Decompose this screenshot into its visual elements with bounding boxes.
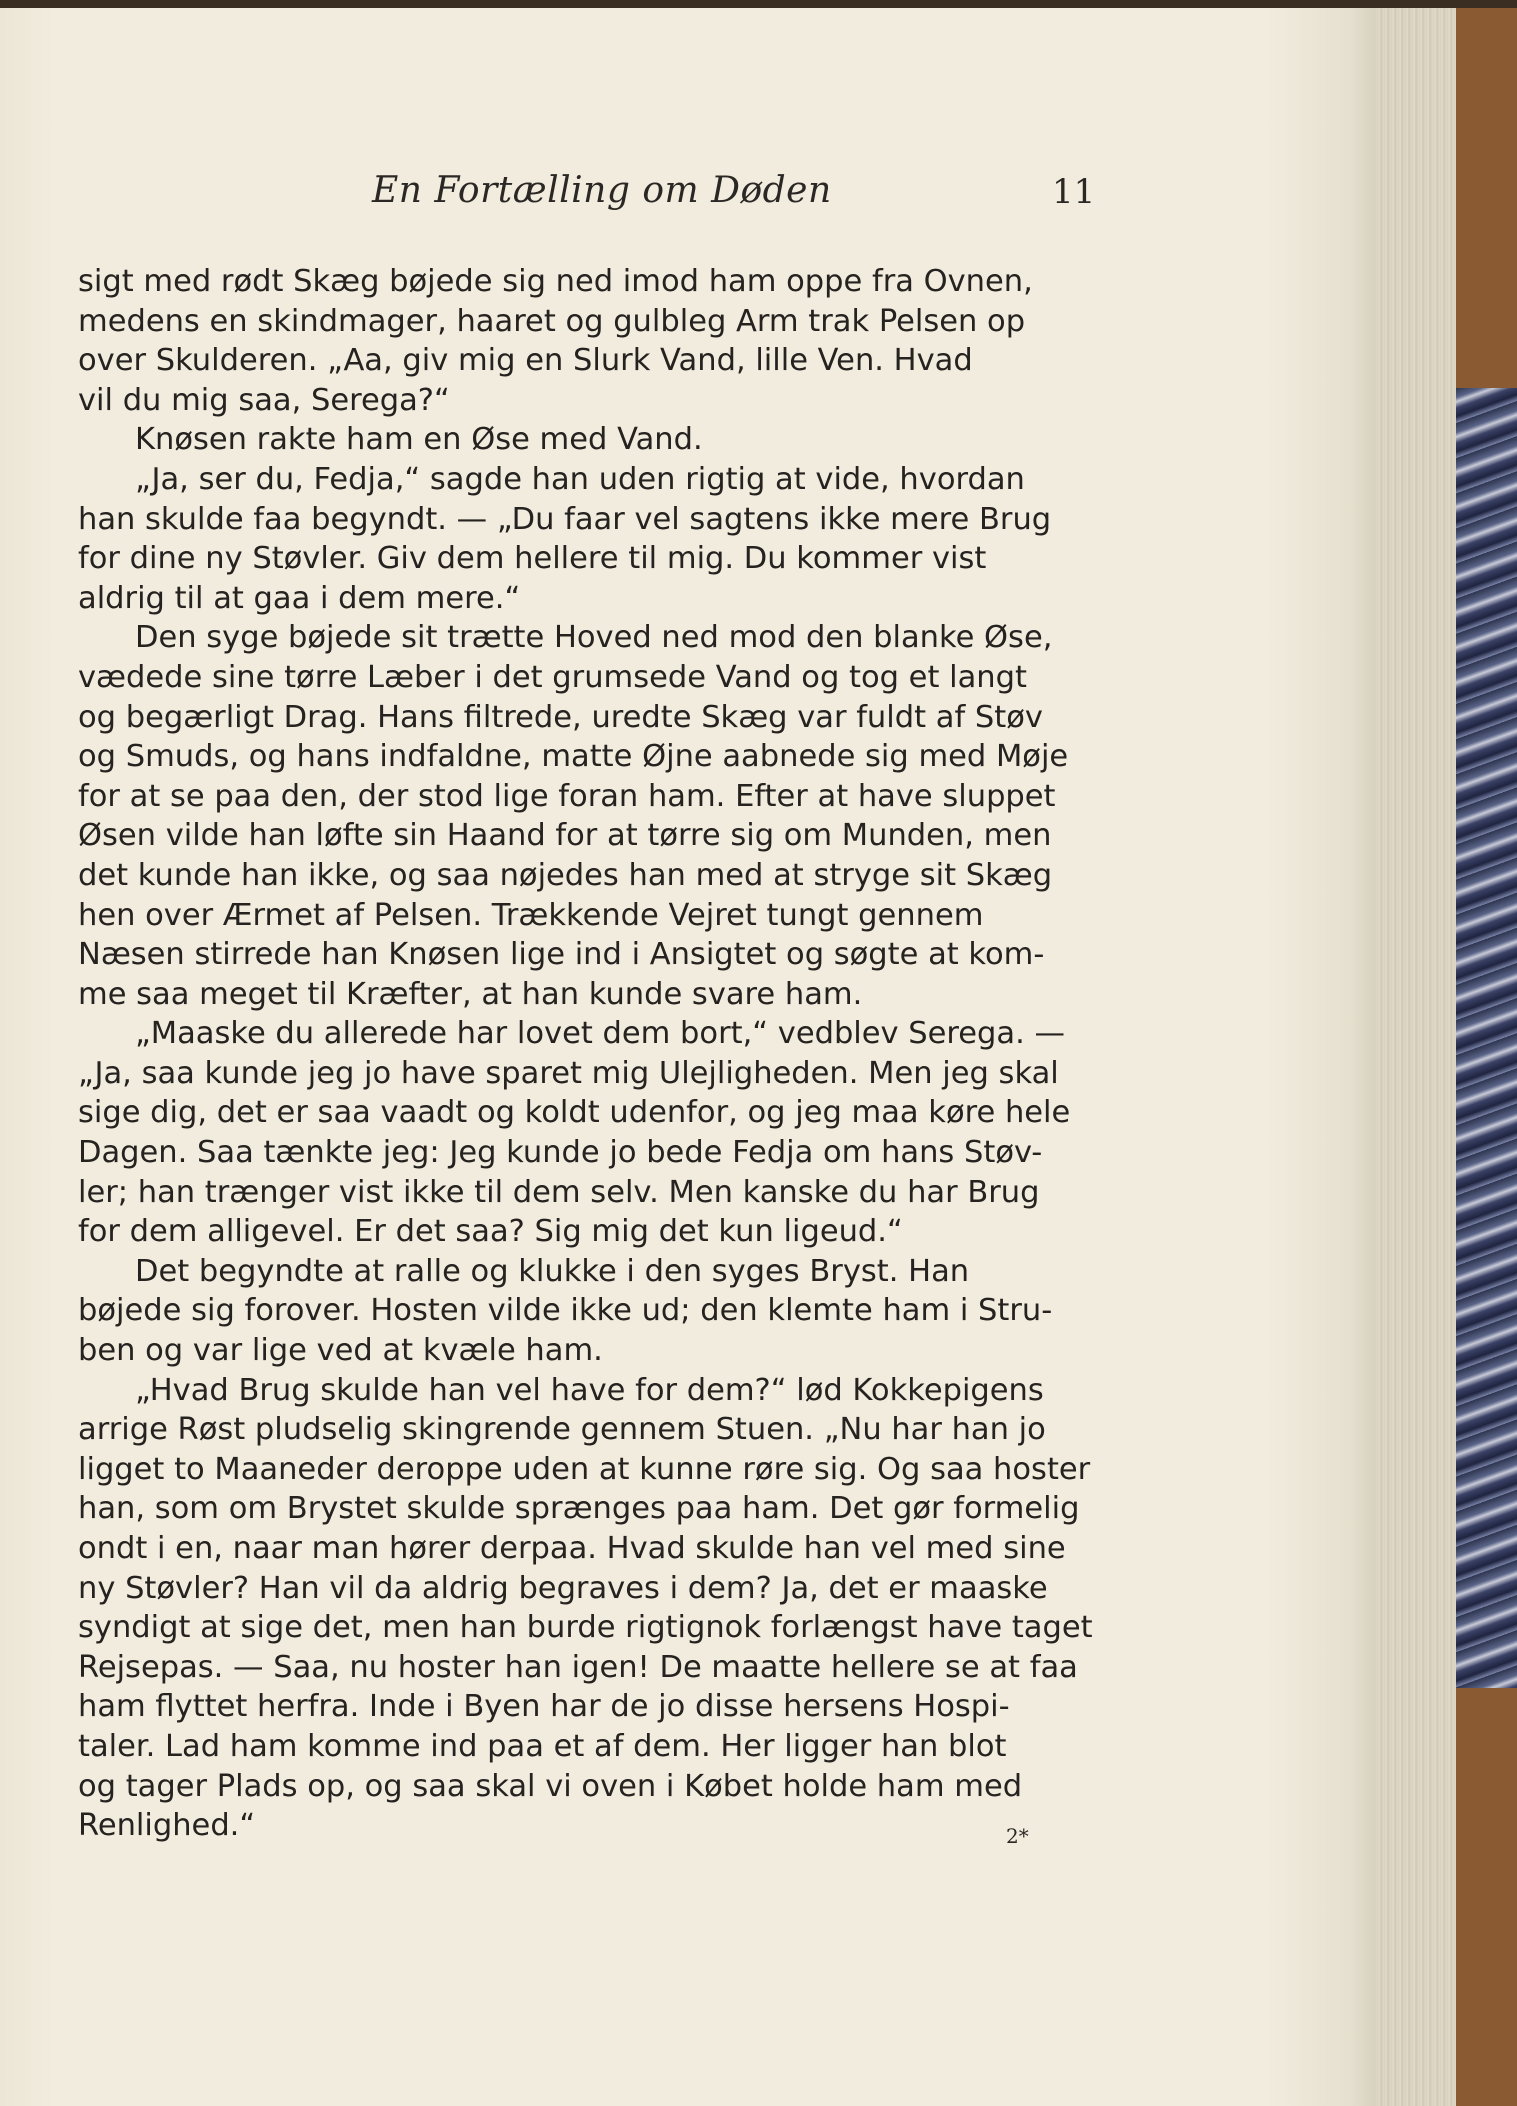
- text-line: sigt med rødt Skæg bøjede sig ned imod ham oppe fra Ovnen,: [78, 264, 1033, 299]
- scan-top-edge: [0, 0, 1517, 8]
- text-line: ben og var lige ved at kvæle ham.: [78, 1333, 603, 1369]
- text-line: ler; han trænger vist ikke til dem selv. Men kanske du har Brug: [78, 1174, 1040, 1210]
- text-line: ligget to Maaneder deroppe uden at kunne røre sig. Og saa hoster: [78, 1451, 1091, 1487]
- text-line: ondt i en, naar man hører derpaa. Hvad skulde han vel med sine: [78, 1531, 1066, 1566]
- text-line: sige dig, det er saa vaadt og koldt udenfor, og jeg maa køre hele: [78, 1095, 1071, 1131]
- text-line: for at se paa den, der stod lige foran ham. Efter at have sluppet: [78, 778, 1056, 814]
- printer-signature-mark: 2*: [1006, 1824, 1029, 1848]
- text-line: og Smuds, og hans indfaldne, matte Øjne aabnede sig med Møje: [78, 739, 1069, 775]
- text-line: hen over Ærmet af Pelsen. Trækkende Vejret tungt gennem: [78, 897, 984, 933]
- text-line: Rejsepas. — Saa, nu hoster han igen! De maatte hellere se at faa: [78, 1649, 1078, 1685]
- text-line: me saa meget til Kræfter, at han kunde svare ham.: [78, 976, 863, 1012]
- text-line: for dem alligevel. Er det saa? Sig mig det kun ligeud.“: [78, 1214, 903, 1250]
- text-line: det kunde han ikke, og saa nøjedes han med at stryge sit Skæg: [78, 857, 1053, 893]
- running-header: En Fortælling om Døden: [372, 170, 832, 211]
- marbled-cover-edge: [1456, 8, 1517, 2106]
- page-number: 11: [1052, 172, 1096, 212]
- text-line: syndigt at sige det, men han burde rigtignok forlængst have taget: [78, 1610, 1093, 1646]
- text-line: taler. Lad ham komme ind paa et af dem. Her ligger han blot: [78, 1728, 1007, 1764]
- text-line: „Ja, saa kunde jeg jo have sparet mig Ulejligheden. Men jeg skal: [78, 1055, 1059, 1091]
- text-line: „Ja, ser du, Fedja,“ sagde han uden rigtig at vide, hvordan: [135, 461, 1025, 497]
- text-line: Den syge bøjede sit trætte Hoved ned mod den blanke Øse,: [135, 620, 1053, 656]
- text-line: Det begyndte at ralle og klukke i den syges Bryst. Han: [135, 1253, 970, 1289]
- text-line: vædede sine tørre Læber i det grumsede Vand og tog et langt: [78, 659, 1027, 695]
- text-line: arrige Røst pludselig skingrende gennem Stuen. „Nu har han jo: [78, 1412, 1046, 1448]
- text-line: bøjede sig forover. Hosten vilde ikke ud; den klemte ham i Stru-: [78, 1293, 1053, 1329]
- text-line: og begærligt Drag. Hans filtrede, uredte Skæg var fuldt af Støv: [78, 699, 1043, 735]
- text-line: for dine ny Støvler. Giv dem hellere til mig. Du kommer vist: [78, 541, 987, 577]
- text-line: Øsen vilde han løfte sin Haand for at tørre sig om Munden, men: [78, 818, 1052, 854]
- text-line: og tager Plads op, og saa skal vi oven i Købet holde ham med: [78, 1768, 1023, 1804]
- text-line: han skulde faa begyndt. — „Du faar vel sagtens ikke mere Brug: [78, 501, 1052, 537]
- text-line: Knøsen rakte ham en Øse med Vand.: [135, 422, 703, 458]
- text-line: ham flyttet herfra. Inde i Byen har de jo disse hersens Hospi-: [78, 1689, 1010, 1725]
- text-line: medens en skindmager, haaret og gulbleg Arm trak Pelsen op: [78, 303, 1026, 339]
- text-line: han, som om Brystet skulde sprænges paa ham. Det gør formelig: [78, 1491, 1080, 1527]
- text-line: ny Støvler? Han vil da aldrig begraves i dem? Ja, det er maaske: [78, 1570, 1048, 1606]
- text-line: Dagen. Saa tænkte jeg: Jeg kunde jo bede Fedja om hans Støv-: [78, 1135, 1043, 1171]
- text-line: „Hvad Brug skulde han vel have for dem?“ lød Kokkepigens: [135, 1372, 1044, 1408]
- text-line: Næsen stirrede han Knøsen lige ind i Ansigtet og søgte at kom-: [78, 937, 1045, 973]
- page-edges: [1376, 8, 1456, 2106]
- text-line: vil du mig saa, Serega?“: [78, 382, 450, 418]
- body-text: [78, 262, 1093, 1846]
- text-line: Renlighed.“: [78, 1808, 256, 1844]
- text-line: „Maaske du allerede har lovet dem bort,“ vedblev Serega. —: [135, 1016, 1065, 1052]
- text-line: aldrig til at gaa i dem mere.“: [78, 580, 521, 616]
- text-line: over Skulderen. „Aa, giv mig en Slurk Vand, lille Ven. Hvad: [78, 343, 973, 379]
- marbled-pattern: [1456, 388, 1517, 1688]
